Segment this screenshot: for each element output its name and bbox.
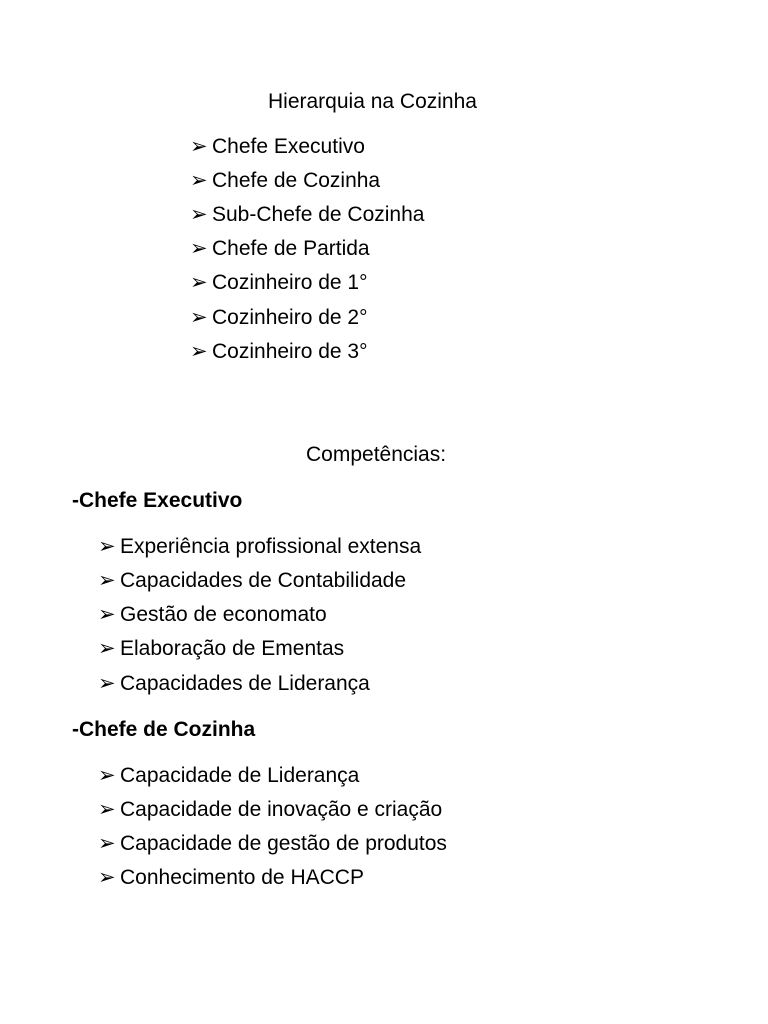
list-item [98,636,344,662]
list-item [190,236,370,262]
arrow-bullet-icon: ➢ [98,672,116,695]
arrow-bullet-icon: ➢ [98,603,116,626]
section-heading: -Chefe de Cozinha [72,718,256,741]
list-item-label: Sub-Chefe de Cozinha [212,203,425,226]
list-item-label: Chefe de Cozinha [212,169,381,192]
arrow-bullet-icon: ➢ [190,203,208,226]
arrow-bullet-icon: ➢ [190,271,208,294]
section-heading: -Chefe Executivo [72,489,243,512]
list-item-label: Capacidades de Contabilidade [120,569,407,592]
arrow-bullet-icon: ➢ [190,306,208,329]
arrow-bullet-icon: ➢ [190,237,208,260]
list-item [190,339,368,365]
list-item-label: Capacidades de Liderança [120,672,370,695]
list-item-label: Elaboração de Ementas [120,637,345,660]
arrow-bullet-icon: ➢ [98,569,116,592]
list-item-label: Gestão de economato [120,603,327,626]
list-item [98,797,442,823]
arrow-bullet-icon: ➢ [98,637,116,660]
arrow-bullet-icon: ➢ [190,169,208,192]
list-item-label: Cozinheiro de 3° [212,340,368,363]
list-item [190,305,368,331]
list-item [98,671,370,697]
list-item [190,168,380,194]
arrow-bullet-icon: ➢ [190,340,208,363]
arrow-bullet-icon: ➢ [98,832,116,855]
competencias-title: Competências: [306,443,447,466]
list-item-label: Capacidade de inovação e criação [120,798,443,821]
arrow-bullet-icon: ➢ [98,535,116,558]
arrow-bullet-icon: ➢ [98,866,116,889]
page-title: Hierarquia na Cozinha [268,90,477,113]
list-item [190,202,424,228]
arrow-bullet-icon: ➢ [98,798,116,821]
list-item [98,831,447,857]
list-item [190,270,368,296]
list-item-label: Capacidade de Liderança [120,764,360,787]
list-item [98,534,421,560]
list-item-label: Chefe Executivo [212,135,365,158]
list-item [98,763,359,789]
arrow-bullet-icon: ➢ [190,135,208,158]
list-item [98,568,406,594]
list-item [190,134,365,160]
list-item-label: Cozinheiro de 2° [212,306,368,329]
list-item [98,602,327,628]
list-item-label: Conhecimento de HACCP [120,866,364,889]
list-item-label: Cozinheiro de 1° [212,271,368,294]
list-item [98,865,364,891]
list-item-label: Capacidade de gestão de produtos [120,832,447,855]
list-item-label: Chefe de Partida [212,237,370,260]
arrow-bullet-icon: ➢ [98,764,116,787]
list-item-label: Experiência profissional extensa [120,535,422,558]
